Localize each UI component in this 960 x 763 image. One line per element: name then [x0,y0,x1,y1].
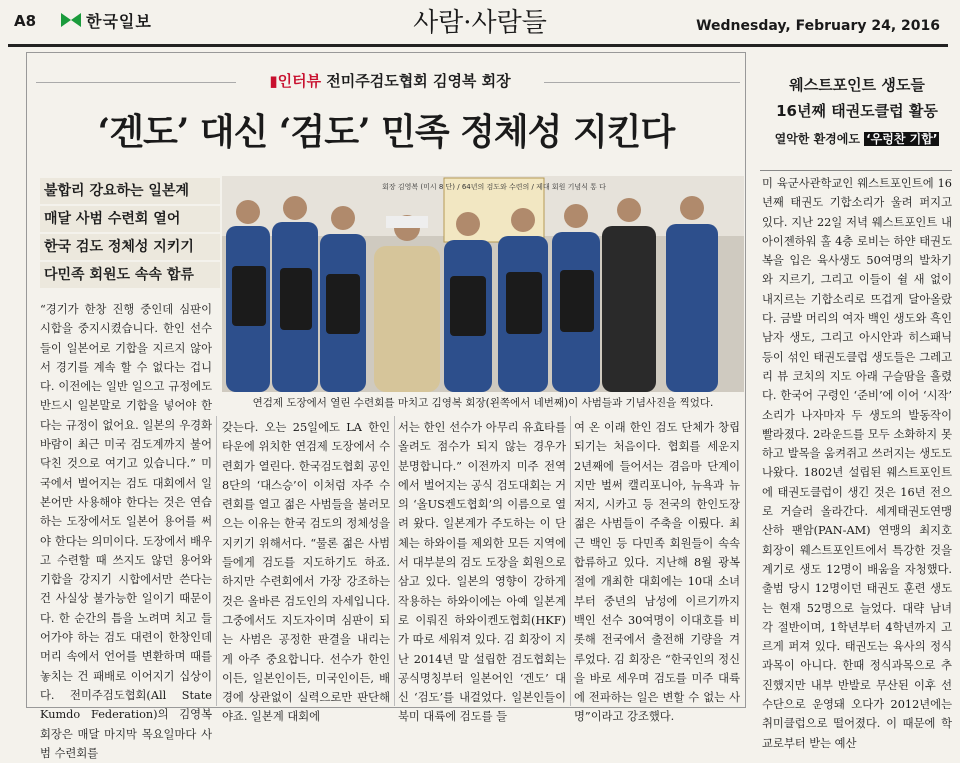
article-column-2-text: 갖는다. 오는 25일에도 LA 한인타운에 위치한 연검제 도장에서 수련회가 열린다. 한국검도협회 공인 8단의 ‘대스승’이 이처럼 자주 수련회를 열고 젊은 사범들을 불러모으는 이유는 한국 검도의 정체성을 지키기 위해서다. “물론 젊은 사범들에게 검도를 지도하기도 하죠. 하지만 수련회에서 가장 강조하는 것은 올바른 검도인의 자세입니다. 그중에서도 지도자이며 심판이 되는 사범은 공정한 판결을 내리는 게 아주 중요합니다. 선수가 한인이든, 일본인이든, 미국인이든, 배경에 상관없이 실력으로만 판단해야죠. 일본계 대회에 [222,421,390,724]
sidebar-subhead-highlight: ‘우렁찬 기합’ [866,132,938,146]
issue-date: Wednesday, February 24, 2016 [696,18,940,34]
kicker-rule-right [544,82,740,83]
article-column-3-text: 서는 한인 선수가 아무리 유효타를 올려도 점수가 되지 않는 경우가 분명합니다.” 이전까지 미주 전역에서 벌어지는 공식 검도대회는 거의 ‘올US켄도협회’의 이름으로 열려 왔다. 일본계가 주도하는 이 단체는 하와이를 제외한 모든 지역에서 대부분의 검도 도장을 회원으로 삼고 있다. 일본의 영향이 강하게 작용하는 하와이에는 아예 일본계로 이뤄진 하와이켄도협회(HKF)가 따로 세워져 있다. 김 회장이 지난 2014년 말 설립한 검도협회는 공식명칭부터 일본어인 ‘겐도’ 대신 ‘검도’를 내걸었다. 일본인들이 북미 대륙에 검도를 들 [398,421,566,724]
newspaper-name: 한국일보 [86,11,152,31]
sidebar-rule [760,170,952,171]
article-column-3 [398,418,566,724]
article-column-1 [40,300,212,760]
sidebar-subhead [762,130,952,147]
sidebar-headline-line-2: 16년째 태권도클럽 활동 [776,102,938,120]
sidebar-article-text: 미 육군사관학교인 웨스트포인트에 16년째 태권도 기합소리가 울려 퍼지고 있다. 지난 22일 저녁 웨스트포인트 내 아이젠하워 홀 4층 로비는 하얀 태권도복을 입은 육사생도 50여명의 발차기와 지르기, 그리고 이들이 쉴 새 없이 내지르는 기합소리로 뜨겁게 달아올랐다. 금발 머리의 여자 백인 생도와 흑인 남자 생도, 그리고 아시안과 히스패닉 등이 섞인 태권도클럽 생도들은 그레고리 뷰 코치의 지도 아래 구슬땀을 흘렸다. 한국어 구령인 ‘준비’에 이어 ‘시작’ 소리가 나자마자 두 생도의 발동작이 빨라졌다. 2라운드를 모두 소화하지 못하고 발목을 움켜쥐고 쓰러지는 생도도 나왔다. 1802년 설립된 웨스트포인트에 태권도클럽이 생긴 것은 16년 전으로 거슬러 올라간다. 세계태권도연맹 산하 팬암(PAN-AM) 연맹의 최지호 회장이 웨스트포인트에서 특강한 것을 계기로 생도 12명이 배움을 자청했다. 출범 당시 12명이던 태권도 훈련 생도는 현재 52명으로 늘었다. 대략 남녀 각 절반이며, 1학년부터 4학년까지 고르게 퍼져 있다. 태권도는 육사의 정식과목이 아니다. 한때 정식과목으로 추진했지만 내부 반발로 무산된 이후 선수단으로 운영돼 오다가 2012년에는 취미클럽으로 떨어졌다. 이 때문에 학교로부터 받는 예산 [762,177,952,750]
article-column-1-text: “경기가 한창 진행 중인데 심판이 시합을 중지시켰습니다. 한인 선수들이 일본어로 기합을 지르지 않아서 경기를 계속 할 수 없다는 겁니다. 이전에는 일반 일으고 규정에도 반드시 일본말로 기합을 넣어야 한다는 규정이 없어요. 일본의 우경화 바람이 최근 미국 검도계까지 불어닥친 것으로 여기고 있습니다.” 미국에서 벌어지는 검도 대회에서 일본어만 사용해야 한다는 것은 연습하는 도장에서도 일본어 용어를 써야 한다는 의미이다. 도장에서 배우고 수련할 때 쓰지도 않던 용어와 기합을 강지기 시합에서만 쓴다는 건 사실상 불가능한 일이기 때문이다. 한 순간의 틈을 노려며 치고 들어가야 하는 검도 대련이 한창인데 머리 속에서 언어를 변환하며 때를 놓치는 건 패배로 이어지기 십상이다. 전미주검도협회(All State Kumdo Federation)의 김영복 회장은 매달 마지막 목요일마다 사범 수련회를 [40,303,212,760]
column-divider [570,416,571,706]
subhead-3: 한국 검도 정체성 지키기 [40,234,220,260]
column-divider [394,416,395,706]
article-headline: ‘겐도’ 대신 ‘검도’ 민족 정체성 지킨다 [97,111,675,153]
sidebar-article-body [762,174,952,750]
sidebar-subhead-text: 열악한 환경에도 [774,132,865,146]
article-column-4 [574,418,740,724]
header-rule [8,44,948,47]
kicker-text: 전미주검도협회 김영복 회장 [321,72,511,90]
group-photo-image [222,176,744,392]
subhead-2: 매달 사범 수련회 열어 [40,206,220,232]
column-divider [216,416,217,706]
sidebar-headline-line-1: 웨스트포인트 생도들 [789,76,925,94]
hankook-ilbo-logo-icon [60,12,82,28]
photo-banner-text: 회장 김영복 (미시 8 단) / 64년의 검도와 수련의 / 제대 회원 기념식 통 다 [382,183,606,191]
subhead-1: 불합리 강요하는 일본계 [40,178,220,204]
article-column-4-text: 여 온 이래 한인 검도 단체가 창립되기는 처음이다. 협회를 세운지 2년째에 들어서는 겸음마 단계이지만 벌써 캘리포니아, 뉴욕과 뉴저지, 시카고 등 전국의 한인도장 젊은 사범들이 주축을 이뤘다. 최근 백인 등 다민족 회원들이 속속 합류하고 있다. 지난해 8월 광복절에 개최한 대회에는 10대 소녀부터 중년의 남성에 이르기까지 백인 선수 30여명이 이대호를 비롯해 전국에서 출전해 기량을 겨루었다. 김 회장은 “한국인의 정신을 바로 세우며 검도를 미주 대륙에 전파하는 일은 변할 수 없는 사명”이라고 강조했다. [574,421,740,724]
section-title: 사람·사람들 [413,8,547,38]
kicker-rule-left [36,82,236,83]
article-column-2 [222,418,390,724]
article-kicker [240,70,540,91]
interview-tag: ▮인터뷰 [269,72,322,90]
subhead-4: 다민족 회원도 속속 합류 [40,262,220,288]
group-photo [222,176,744,392]
photo-caption: 연검제 도장에서 열린 수련회를 마치고 김영복 회장(왼쪽에서 네번째)이 사범들과 기념사진을 찍었다. [252,397,714,409]
page-number: A8 [14,12,37,30]
newspaper-logo [60,8,190,32]
